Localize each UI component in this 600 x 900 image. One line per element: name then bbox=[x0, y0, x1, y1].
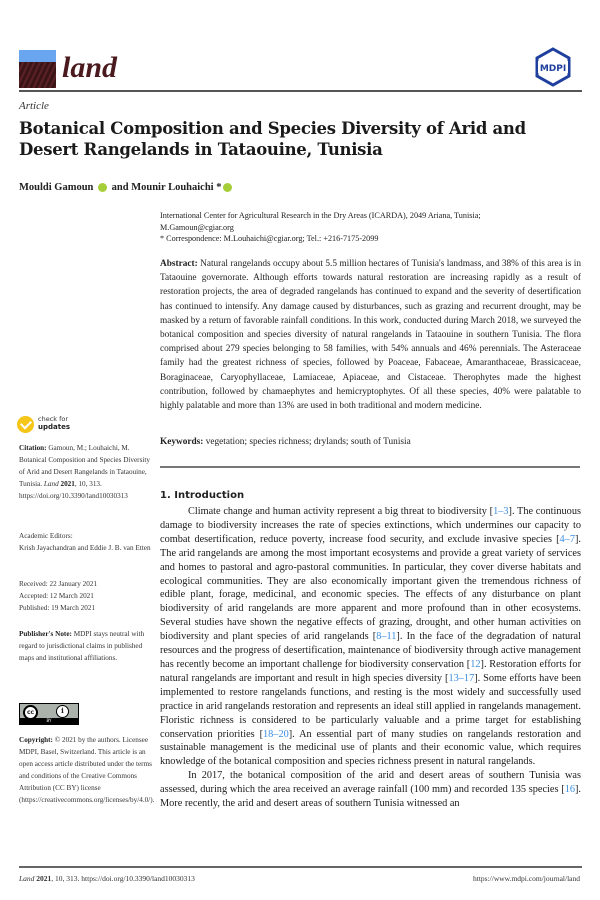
citation-block: Citation: Gamoun, M.; Louhaichi, M. Botanical Composition and Species Diversity of Arid and Desert Rangelands in Tataouine, Tunisia. Land 2021, 10, 313. https://doi.org/10.3390/land10030313 bbox=[19, 444, 150, 500]
paragraph: Climate change and human activity represent a big threat to biodiversity [1–3]. The continuous damage to biodiversity increases the rate of species extinctions, which undermines our capacity to combat desertification, reduce poverty, increase food security, and exclude invasive species [4–7]. The arid rangelands are among the most important ecosystems and provide a great variety of services and homes to pastoral and agro-pastoral communities. In particular, they cover diverse habitats and ecological communities. They are also economically important given the tremendous richness of edible plant, forage, medicinal, and economic species. The effects of any disturbance on plant biodiversity of arid rangelands are more apparent and more profound than in other ecosystems. Several studies have shown the negative effects of grazing, drought, and other human activities on biodiversity and plant species of arid rangelands [8–11]. In the face of the degradation of natural resources and the progress of desertification, maintenance of biodiversity through active management has recently become an important challenge for biodiversity conservation [12]. Restoration efforts for natural rangelands are important and result in high species diversity [13–17]. Some efforts have been implemented to restore rangelands functions, and resting is the most widely and successfully used practice in arid rangelands restoration and represents an ideal still applied in rangelands management. Floristic richness is considered to be particularly valuable and a prime target for establishing conservation priorities [18–20]. An essential part of many studies on rangelands restoration and sustainable management is the medicinal use of plants and their economic value, which requires knowledge of the botanical composition and species richness present in natural rangelands. bbox=[160, 506, 581, 768]
citation-link[interactable]: 13–17 bbox=[448, 672, 475, 684]
check-updates-label: check for updates bbox=[38, 415, 70, 431]
publisher-note: Publisher's Note: MDPI stays neutral with regard to jurisdictional claims in published maps and institutional affiliations. bbox=[19, 630, 145, 662]
check-for-updates-button[interactable] bbox=[17, 414, 87, 436]
accepted-date: Accepted: 12 March 2021 bbox=[19, 592, 94, 600]
author-name[interactable]: Mouldi Gamoun bbox=[19, 182, 94, 193]
citation-link[interactable]: 18–20 bbox=[263, 728, 289, 740]
corresponding-mark: * bbox=[216, 182, 222, 193]
copyright-block: Copyright: © 2021 by the authors. Licensee MDPI, Basel, Switzerland. This article is an open access article distributed under the terms and conditions of the Creative Commons Attribution (CC BY) license (https://creativecommons.org/licenses/by/4.0/). bbox=[19, 736, 155, 804]
mdpi-logo-icon bbox=[533, 47, 573, 87]
keywords bbox=[160, 437, 580, 447]
by-label: BY bbox=[20, 718, 78, 724]
author-connector: and bbox=[111, 182, 129, 193]
svg-text:MDPI: MDPI bbox=[539, 64, 567, 74]
academic-editors: Academic Editors: Krish Jayachandran and Eddie J. B. van Etten bbox=[19, 532, 151, 552]
journal-url[interactable]: https://www.mdpi.com/journal/land bbox=[472, 874, 580, 883]
author-email[interactable]: M.Gamoun@cgiar.org bbox=[160, 222, 234, 232]
abstract-text: Natural rangelands occupy about 5.5 million hectares of Tunisia's landmass, and 38% of this area is in Tataouine governorate. Although efforts towards natural restoration are increasing rapidly as a result of restoration projects, the area of degraded rangelands has continued to expand and the severity of desertification has continued to intensify. Any damage caused by disturbances, such as grazing and recurrent drought, may be masked by a return of favorable rainfall conditions. In this work, conducted during March 2018, we surveyed the botanical composition and species diversity of natural rangelands in Tataouine in southern Tunisia. The flora comprised about 279 species belonging to 58 families, with 54% annuals and 46% perennials. The Asteraceae family had the greatest richness of species, followed by Poaceae, Fabaceae, Amaranthaceae, Brassicaceae, Boraginaceae, Caryophyllaceae, Lamiaceae, Apiaceae, and Cistaceae. Therophytes made the highest contribution, followed by chamaephytes and hemicryptophytes. Of all these species, 40% were palatable to highly palatable and more than 13% are used in both traditional and modern medicine. bbox=[160, 259, 581, 412]
footer-doi[interactable]: , 10, 313. https://doi.org/10.3390/land10030313 bbox=[51, 874, 195, 883]
header-rule bbox=[19, 90, 582, 92]
section-divider bbox=[160, 466, 580, 468]
citation-link[interactable]: 16 bbox=[564, 784, 575, 796]
abstract bbox=[160, 257, 581, 413]
keywords-text: vegetation; species richness; drylands; south of Tunisia bbox=[205, 437, 411, 447]
attribution-icon: i bbox=[56, 705, 69, 718]
section-heading: 1. Introduction bbox=[160, 490, 245, 501]
check-icon bbox=[17, 416, 34, 433]
cc-by-license-badge[interactable] bbox=[19, 703, 79, 725]
journal-name: land bbox=[62, 51, 118, 84]
journal-logo bbox=[19, 50, 56, 88]
citation-link[interactable]: 12 bbox=[470, 658, 481, 670]
logo-soil bbox=[19, 62, 56, 88]
citation-link[interactable]: 8–11 bbox=[376, 631, 397, 643]
received-date: Received: 22 January 2021 bbox=[19, 580, 98, 588]
cc-icon: cc bbox=[23, 705, 38, 720]
citation-link[interactable]: 4–7 bbox=[559, 533, 575, 545]
citation-link[interactable]: 1–3 bbox=[493, 506, 509, 517]
logo-sky bbox=[19, 50, 56, 62]
affiliation-line: International Center for Agricultural Research in the Dry Areas (ICARDA), 2049 Ariana, Tunisia; bbox=[160, 211, 481, 220]
footer-rule bbox=[19, 866, 582, 868]
correspondence: * Correspondence: M.Louhaichi@cgiar.org; Tel.: +216-7175-2099 bbox=[160, 234, 379, 243]
keywords-label: Keywords: bbox=[160, 437, 204, 447]
published-date: Published: 19 March 2021 bbox=[19, 604, 96, 612]
publication-dates bbox=[19, 578, 154, 614]
orcid-icon[interactable] bbox=[223, 183, 232, 192]
abstract-label: Abstract: bbox=[160, 259, 198, 269]
introduction-body bbox=[160, 505, 581, 811]
author-list bbox=[19, 182, 234, 193]
citation-doi[interactable]: , 10, 313. https://doi.org/10.3390/land10030313 bbox=[19, 480, 128, 500]
paragraph: In 2017, the botanical composition of the arid and desert areas of southern Tunisia was assessed, during which the area received an average rainfall (100 mm) and recorded 135 species [16]. More recently, the arid and desert areas of southern Tunisia witnessed an bbox=[160, 770, 581, 810]
affiliation-block bbox=[160, 210, 580, 245]
article-title: Botanical Composition and Species Diversity of Arid and Desert Rangelands in Tataouine, Tunisia bbox=[19, 119, 526, 159]
footer-citation: Land 2021, 10, 313. https://doi.org/10.3390/land10030313 bbox=[19, 874, 195, 883]
orcid-icon[interactable] bbox=[98, 183, 107, 192]
article-type: Article bbox=[19, 100, 49, 112]
author-name[interactable]: Mounir Louhaichi bbox=[131, 182, 214, 193]
